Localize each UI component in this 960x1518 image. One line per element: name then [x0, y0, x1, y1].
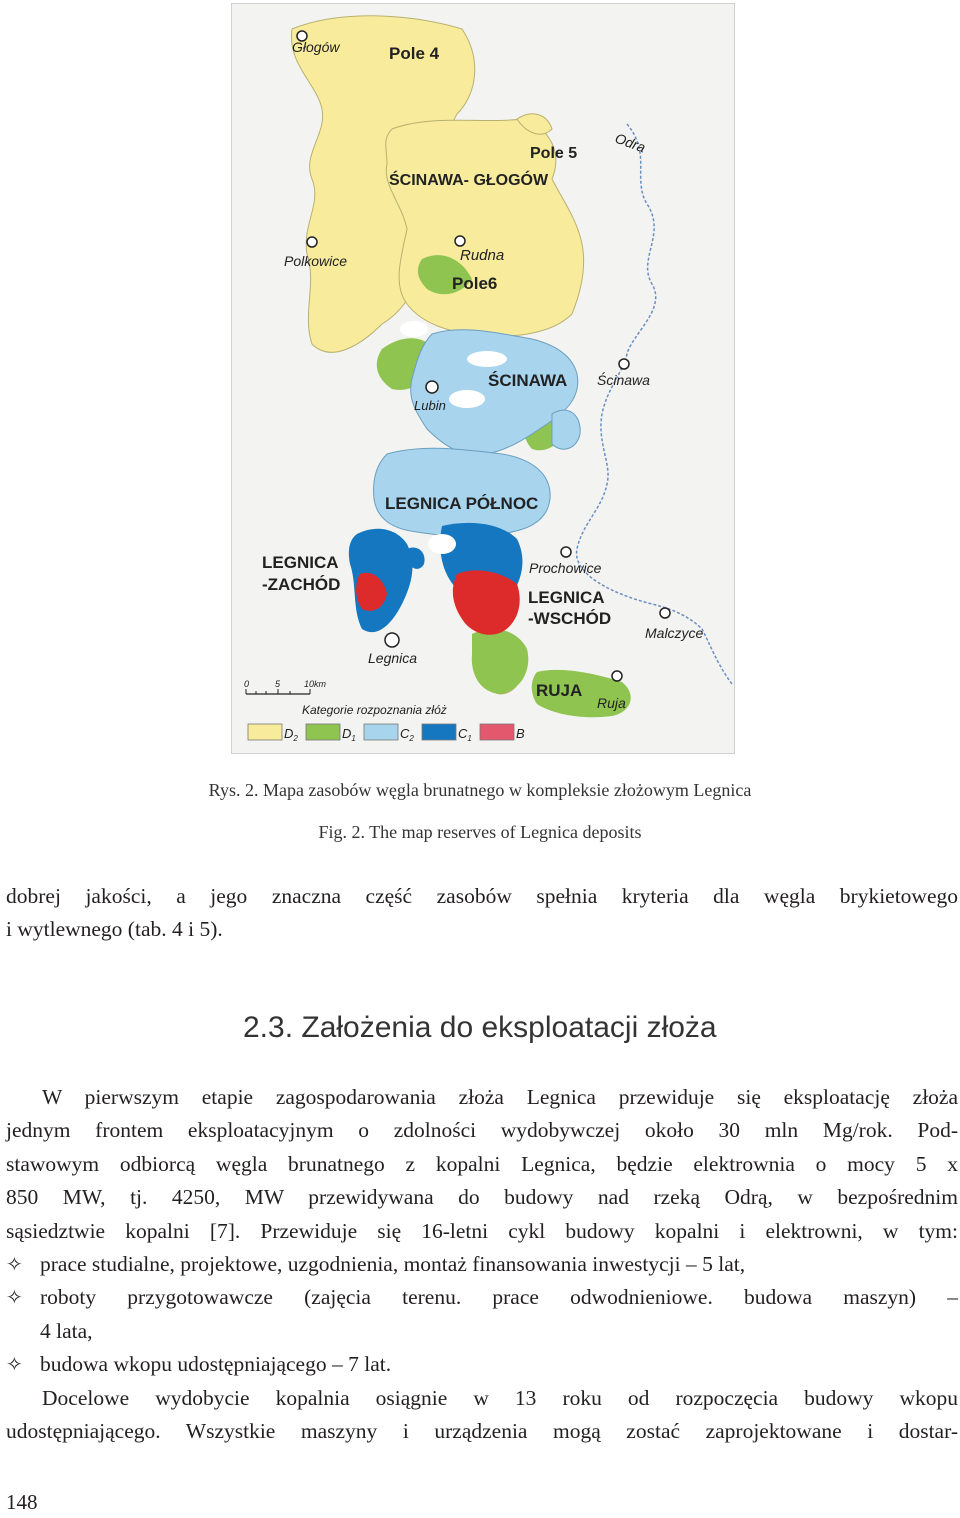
text-line: jednym frontem eksploatacyjnym o zdolności wydobywczej około 30 mln Mg/rok. Pod- — [6, 1118, 958, 1143]
field-label-pole5: Pole 5 — [530, 145, 578, 162]
scale-bar — [244, 679, 327, 694]
text-line: stawowym odbiorcą węgla brunatnego z kopalni Legnica, będzie elektrownia o mocy 5 x — [6, 1151, 958, 1176]
town-marker — [612, 671, 622, 681]
legend-swatch-c1 — [422, 724, 456, 740]
area-gap — [400, 321, 428, 337]
legend-label-d1: $D_1$ — [342, 726, 356, 743]
scale-tick-5: 5 — [275, 679, 281, 689]
text-line: 850 MW, tj. 4250, MW przewidywana do budowy nad rzeką Odrą, w bezpośrednim — [6, 1185, 958, 1210]
legend-label-d2: $D_2$ — [284, 726, 298, 743]
figure-caption-en: Fig. 2. The map reserves of Legnica deposits — [318, 822, 642, 842]
field-label-legnica-zachod: -ZACHÓD — [262, 575, 341, 594]
area-legnica-wschod-b — [453, 570, 520, 634]
text-line: dobrej jakości, a jego znaczna część zasobów spełnia kryteria dla węgla brykietowego — [6, 884, 958, 908]
legend-title: Kategorie rozpoznania złóż — [302, 703, 447, 717]
bullet-item — [6, 1281, 958, 1348]
river-label-odra: Odra — [612, 129, 648, 156]
field-label-pole6: Pole6 — [452, 274, 498, 293]
town-marker — [660, 608, 670, 618]
legend-swatch-c2 — [364, 724, 398, 740]
section-heading: 2.3. Założenia do eksploatacji złoża — [243, 1011, 717, 1044]
area-d1-green — [472, 629, 528, 694]
figure-caption-pl: Rys. 2. Mapa zasobów węgla brunatnego w kompleksie złożowym Legnica — [208, 780, 752, 800]
legend-swatch-d2 — [248, 724, 282, 740]
diamond-star-bullet-icon: ✧ — [6, 1252, 23, 1277]
town-label-prochowice: Prochowice — [529, 560, 602, 576]
town-label-scinawa: Ścinawa — [597, 372, 650, 388]
bullet-item — [6, 1248, 958, 1281]
town-label-malczyce: Malczyce — [645, 625, 704, 641]
field-label-scinawa-glogow: ŚCINAWA- GŁOGÓW — [389, 172, 549, 189]
legend-swatch-d1 — [306, 724, 340, 740]
field-label-legnica-zachod: LEGNICA — [262, 553, 339, 572]
field-label-legnica-wschod: -WSCHÓD — [528, 609, 612, 628]
town-marker — [619, 359, 629, 369]
town-label-ruja: Ruja — [597, 695, 626, 711]
bullet-text: budowa wkopu udostępniającego – 7 lat. — [40, 1352, 392, 1377]
area-gap — [449, 390, 485, 408]
legend-swatch-b — [480, 724, 514, 740]
scale-tick-10: 10km — [304, 679, 327, 689]
town-marker — [307, 237, 317, 247]
deposit-map-figure — [231, 3, 735, 754]
bullet-text: 4 lata, — [40, 1318, 93, 1343]
town-label-polkowice: Polkowice — [284, 253, 348, 269]
field-label-legnica-wschod: LEGNICA — [528, 588, 605, 607]
legend — [248, 724, 525, 743]
town-label-legnica: Legnica — [368, 650, 418, 666]
legend-label-c1: $C_1$ — [458, 726, 472, 743]
area-gap — [467, 351, 507, 367]
text-line: i wytlewnego (tab. 4 i 5). — [6, 917, 223, 942]
bullet-text: prace studialne, projektowe, uzgodnienia, montaż finansowania inwestycji – 5 lat, — [40, 1252, 746, 1277]
text-line: W pierwszym etapie zagospodarowania złoża Legnica przewiduje się eksploatację złoża — [42, 1085, 958, 1109]
paragraph-continuation — [6, 880, 958, 947]
town-marker — [385, 633, 399, 647]
scale-tick-0: 0 — [244, 679, 250, 689]
text-line: sąsiedztwie kopalni [7]. Przewiduje się 16-letni cykl budowy kopalni i elektrowni, w tym: — [6, 1218, 958, 1243]
diamond-star-bullet-icon: ✧ — [6, 1352, 23, 1377]
town-marker — [455, 236, 465, 246]
page-number: 148 — [6, 1490, 38, 1514]
paragraph-exploitation — [6, 1081, 958, 1448]
town-marker — [426, 381, 438, 393]
field-label-ruja: RUJA — [536, 681, 583, 700]
field-label-pole4: Pole 4 — [389, 44, 440, 63]
town-label-rudna: Rudna — [460, 247, 505, 264]
town-marker — [561, 547, 571, 557]
field-label-legnica-polnoc: LEGNICA PÓŁNOC — [385, 494, 539, 513]
area-gap — [428, 534, 456, 554]
town-label-glogow: Głogów — [292, 39, 340, 55]
area-c2-east — [552, 410, 580, 449]
town-label-lubin: Lubin — [414, 398, 446, 413]
text-line: udostępniającego. Wszystkie maszyny i urządzenia mogą zostać zaprojektowane i dostar- — [6, 1419, 958, 1444]
legend-label-c2: $C_2$ — [400, 726, 414, 743]
text-line: Docelowe wydobycie kopalnia osiągnie w 13 roku od rozpoczęcia budowy wkopu — [42, 1385, 958, 1410]
legend-label-b: B — [516, 726, 525, 741]
field-label-scinawa: ŚCINAWA — [488, 371, 568, 390]
bullet-text: roboty przygotowawcze (zajęcia terenu. prace odwodnieniowe. budowa maszyn) – — [40, 1285, 958, 1310]
deposit-map — [232, 4, 734, 753]
diamond-star-bullet-icon: ✧ — [6, 1285, 23, 1310]
bullet-item — [6, 1348, 958, 1381]
